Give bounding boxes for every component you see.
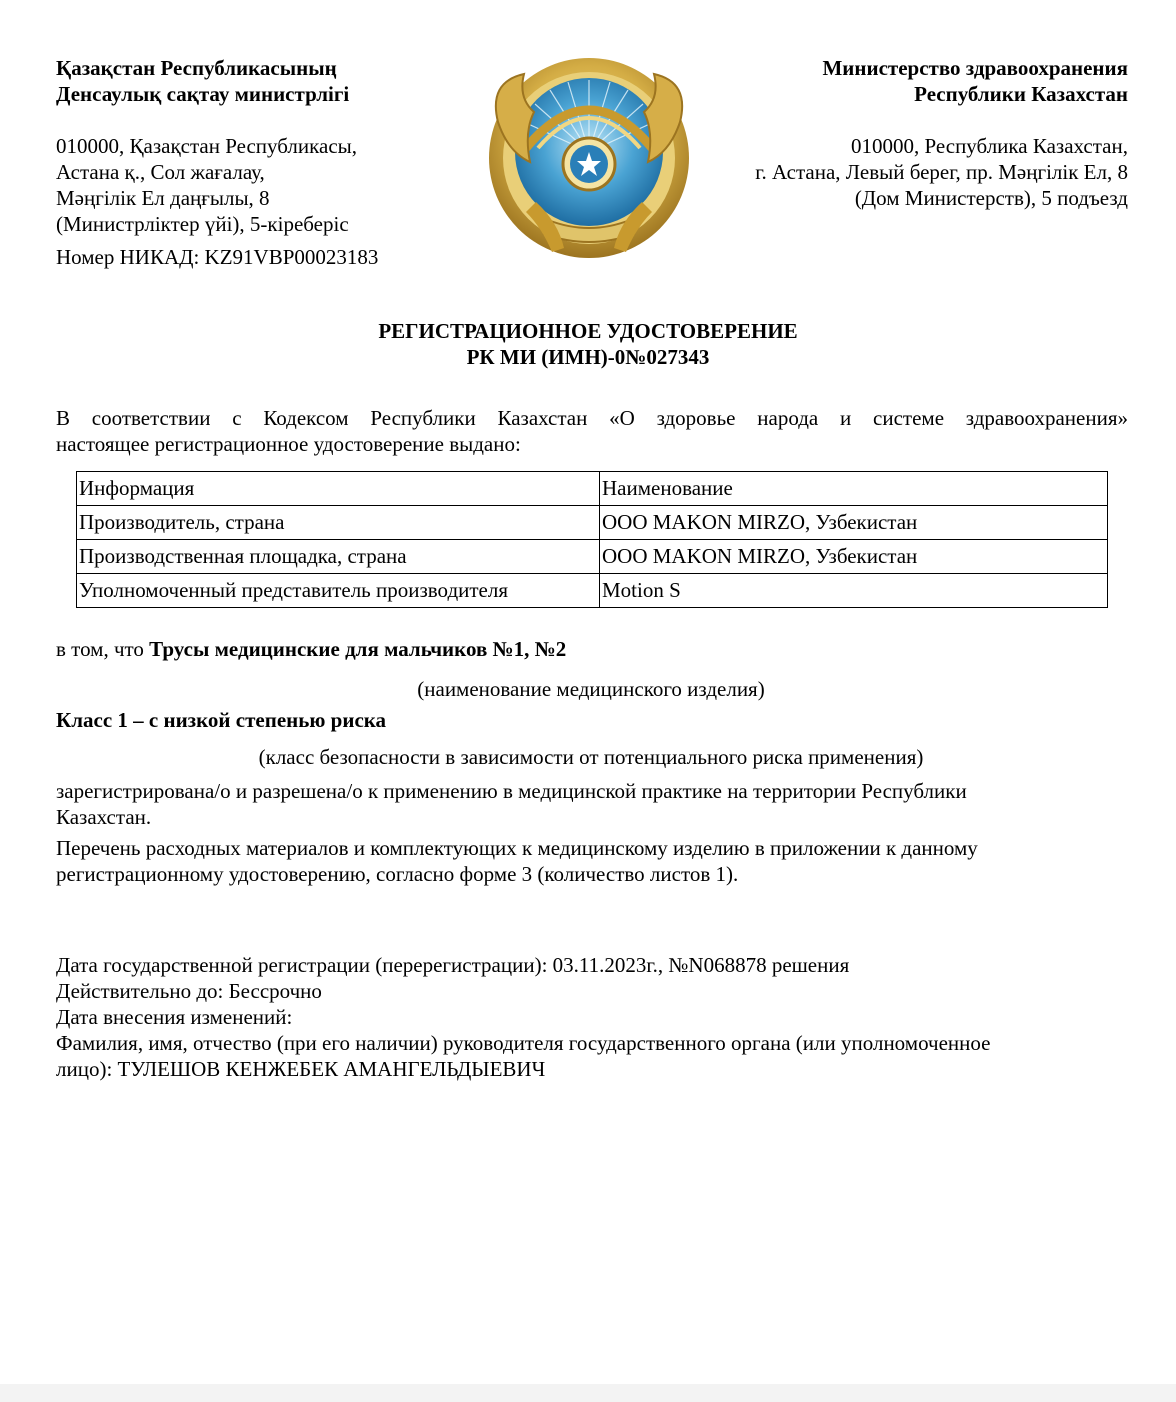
title-line1: РЕГИСТРАЦИОННОЕ УДОСТОВЕРЕНИЕ [378,319,798,343]
consumables-line2: регистрационному удостоверению, согласно форме 3 (количество листов 1). [56,862,739,886]
dates-section [56,952,1128,1082]
intro-paragraph [56,405,1128,457]
org-name-ru-line1: Министерство здравоохранения [822,56,1128,80]
device-prefix: в том, что [56,637,150,661]
valid-until: Действительно до: Бессрочно [56,979,322,1003]
changes-date: Дата внесения изменений: [56,1005,293,1029]
registration-statement [56,778,1128,830]
device-name: Трусы медицинские для мальчиков №1, №2 [149,637,567,661]
table-row [77,540,1108,574]
intro-line2: настоящее регистрационное удостоверение выдано: [56,432,521,456]
address-ru-line1: 010000, Республика Казахстан, [851,134,1128,158]
device-line [56,636,566,662]
table-row [77,574,1108,608]
table-cell: ООО MAKON MIRZO, Узбекистан [600,506,1108,540]
page-bottom-edge [0,1384,1176,1402]
table-cell: Производственная площадка, страна [77,540,600,574]
document-title [0,318,1176,370]
info-table [76,471,1108,608]
intro-line1: В соответствии с Кодексом Республики Казахстан «О здоровье народа и системе здравоохранения» [56,406,1128,430]
header-left [56,55,378,270]
org-name-kz-line1: Қазақстан Республикасының [56,56,337,80]
address-kz-line1: 010000, Қазақстан Республикасы, [56,134,358,158]
head-name-line2: лицо): ТУЛЕШОВ КЕНЖЕБЕК АМАНГЕЛЬДЫЕВИЧ [56,1057,546,1081]
device-name-caption: (наименование медицинского изделия) [417,677,765,701]
table-cell: Motion S [600,574,1108,608]
address-kz-line2: Астана қ., Сол жағалау, [56,160,265,184]
risk-class-caption: (класс безопасности в зависимости от потенциального риска применения) [258,745,924,769]
nikad-number: Номер НИКАД: KZ91VBP00023183 [56,245,379,269]
registration-line1: зарегистрирована/о и разрешена/о к применению в медицинской практике на территории Республики [56,779,967,803]
certificate-number: РК МИ (ИМН)-0№027343 [466,345,710,369]
address-kz-line3: Мәңгілік Ел даңғылы, 8 [56,186,270,210]
risk-class: Класс 1 – с низкой степенью риска [56,708,387,732]
registration-date: Дата государственной регистрации (перерегистрации): 03.11.2023г., №N068878 решения [56,953,850,977]
org-name-kz-line2: Денсаулық сақтау министрлігі [56,82,350,106]
table-header-row [77,472,1108,506]
address-kz-line4: (Министрліктер үйі), 5-кіреберіс [56,212,349,236]
consumables-line1: Перечень расходных материалов и комплектующих к медицинскому изделию в приложении к данному [56,836,978,860]
registration-line2: Казахстан. [56,805,152,829]
address-ru-line2: г. Астана, Левый берег, пр. Мәңгілік Ел, 8 [755,160,1128,184]
table-row [77,506,1108,540]
header-right [755,55,1128,211]
table-header-cell: Наименование [600,472,1108,506]
address-ru-line3: (Дом Министерств), 5 подъезд [854,186,1128,210]
table-cell: Производитель, страна [77,506,600,540]
table-cell: Уполномоченный представитель производителя [77,574,600,608]
table-cell: ООО MAKON MIRZO, Узбекистан [600,540,1108,574]
consumables-statement [56,835,1128,887]
org-name-ru-line2: Республики Казахстан [914,82,1128,106]
table-header-cell: Информация [77,472,600,506]
head-name-line1: Фамилия, имя, отчество (при его наличии) руководителя государственного органа (или уполномоченное [56,1031,991,1055]
state-emblem-icon [478,52,700,264]
